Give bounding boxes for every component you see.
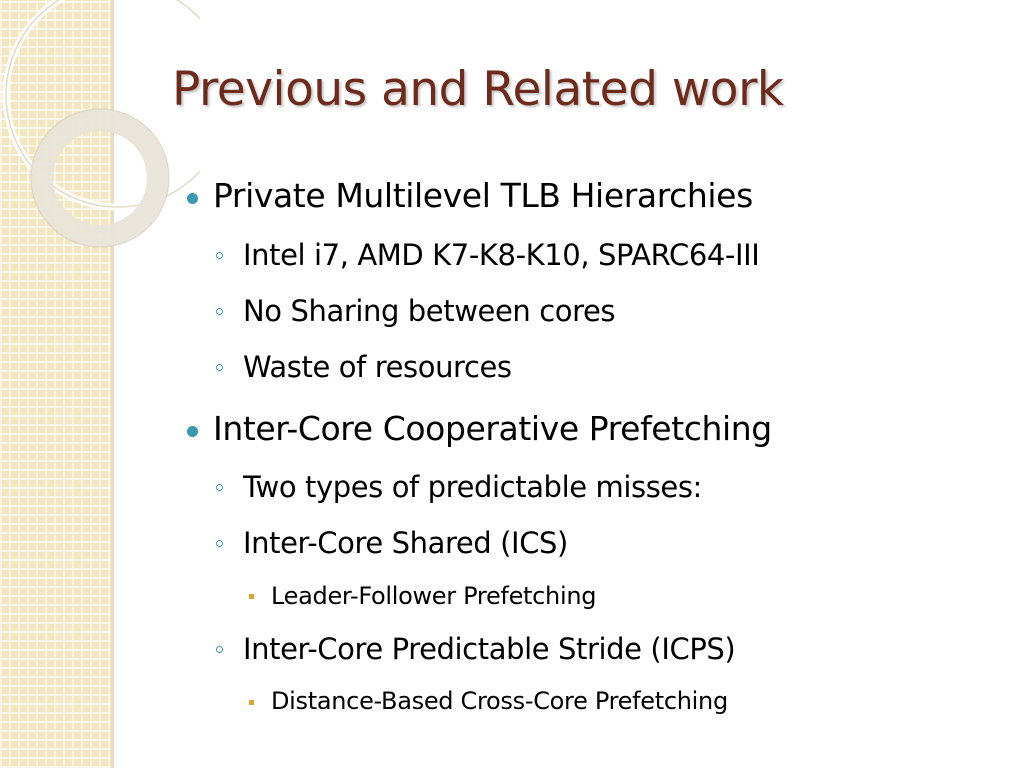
bullet-marker-level1 [187,426,198,437]
bullet-item-level1: Inter-Core Cooperative Prefetching [213,409,772,448]
bullet-marker-level2 [216,540,223,547]
bullet-marker-level3 [249,700,254,705]
bullet-item-level2: Inter-Core Shared (ICS) [243,526,568,560]
bullet-item-level2: Intel i7, AMD K7-K8-K10, SPARC64-III [243,238,760,272]
bullet-marker-level2 [216,646,223,653]
bullet-item-level2: Waste of resources [243,350,512,384]
bullet-item-level3: Distance-Based Cross-Core Prefetching [271,687,728,715]
bullet-marker-level2 [216,308,223,315]
bullet-marker-level2 [216,484,223,491]
bullet-marker-level1 [187,193,198,204]
bullet-item-level2: No Sharing between cores [243,294,616,328]
bullet-item-level1: Private Multilevel TLB Hierarchies [213,176,753,215]
slide-title: Previous and Related work [172,62,784,117]
bullet-item-level2: Inter-Core Predictable Stride (ICPS) [243,632,736,666]
bullet-marker-level2 [216,252,223,259]
bullet-marker-level3 [249,594,254,599]
bullet-marker-level2 [216,364,223,371]
bullet-item-level3: Leader-Follower Prefetching [271,582,597,610]
bullet-item-level2: Two types of predictable misses: [243,470,702,504]
